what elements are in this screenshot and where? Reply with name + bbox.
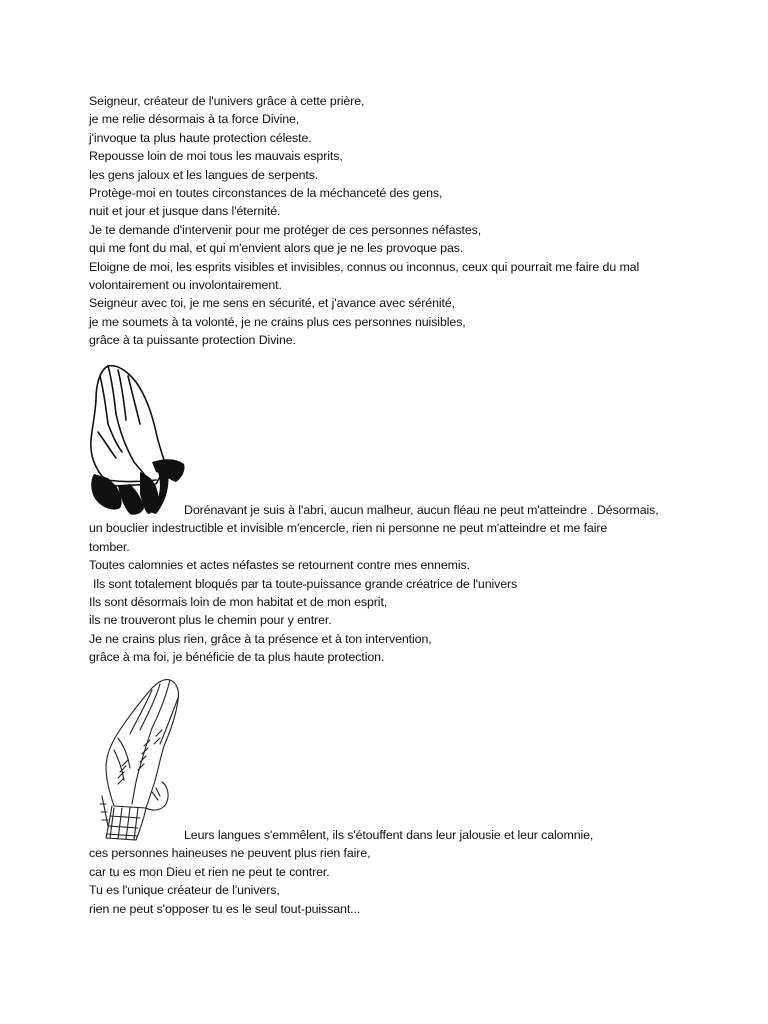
prayer-section-2 [89, 501, 689, 667]
text-line: un bouclier indestructible et invisible m'encercle, rien ni personne ne peut m'atteindre et me faire [89, 521, 608, 536]
prayer-section-3 [89, 826, 689, 918]
text-line: car tu es mon Dieu et rien ne peut te contrer. [89, 864, 330, 879]
text-line: nuit et jour et jusque dans l'éternité. [89, 204, 281, 219]
text-line: Seigneur, créateur de l'univers grâce à cette prière, [89, 94, 365, 108]
text-line: j'invoque ta plus haute protection céleste. [89, 130, 312, 145]
text-line: ces personnes haineuses ne peuvent plus rien faire, [89, 846, 371, 861]
text-line: les gens jaloux et les langues de serpents. [89, 167, 319, 182]
text-line: Je te demande d'intervenir pour me protéger de ces personnes néfastes, [89, 222, 482, 237]
text-line: Seigneur avec toi, je me sens en sécurité, et j'avance avec sérénité, [89, 296, 456, 311]
text-line: Tu es l'unique créateur de l'univers, [89, 883, 280, 898]
text-line: Protège-moi en toutes circonstances de la méchanceté des gens, [89, 185, 443, 200]
text-line: Eloigne de moi, les esprits visibles et invisibles, connus ou inconnus, ceux qui pourrait me faire du mal [89, 259, 640, 274]
text-line: Ils sont totalement bloqués par ta toute-puissance grande créatrice de l'univers [93, 576, 518, 591]
text-line: ils ne trouveront plus le chemin pour y entrer. [89, 613, 332, 628]
praying-hands-sketch-icon [96, 676, 188, 842]
text-line: rien ne peut s'opposer tu es le seul tout-puissant... [89, 901, 361, 916]
text-line: qui me font du mal, et qui m'envient alors que je ne les provoque pas. [89, 241, 464, 256]
text-line: grâce à ta puissante protection Divine. [89, 333, 296, 348]
text-line: Je ne crains plus rien, grâce à ta présence et à ton intervention, [89, 631, 432, 646]
text-line: je me soumets à ta volonté, je ne crains plus ces personnes nuisibles, [89, 314, 466, 329]
text-line: je me relie désormais à ta force Divine, [89, 112, 300, 127]
text-line: volontairement ou involontairement. [89, 277, 282, 292]
text-line: tomber. [89, 539, 130, 554]
text-line: Dorénavant je suis à l'abri, aucun malheur, aucun fléau ne peut m'atteindre . Désormais, [184, 503, 659, 517]
prayer-section-1 [89, 92, 689, 349]
praying-hands-icon [86, 362, 188, 516]
text-line: Toutes calomnies et actes néfastes se retournent contre mes ennemis. [89, 558, 470, 573]
text-line: Repousse loin de moi tous les mauvais esprits, [89, 149, 343, 164]
text-line: grâce à ma foi, je bénéficie de ta plus haute protection. [89, 650, 385, 665]
text-line: Ils sont désormais loin de mon habitat et de mon esprit, [89, 594, 388, 609]
text-line: Leurs langues s'emmêlent, ils s'étouffent dans leur jalousie et leur calomnie, [184, 828, 594, 842]
